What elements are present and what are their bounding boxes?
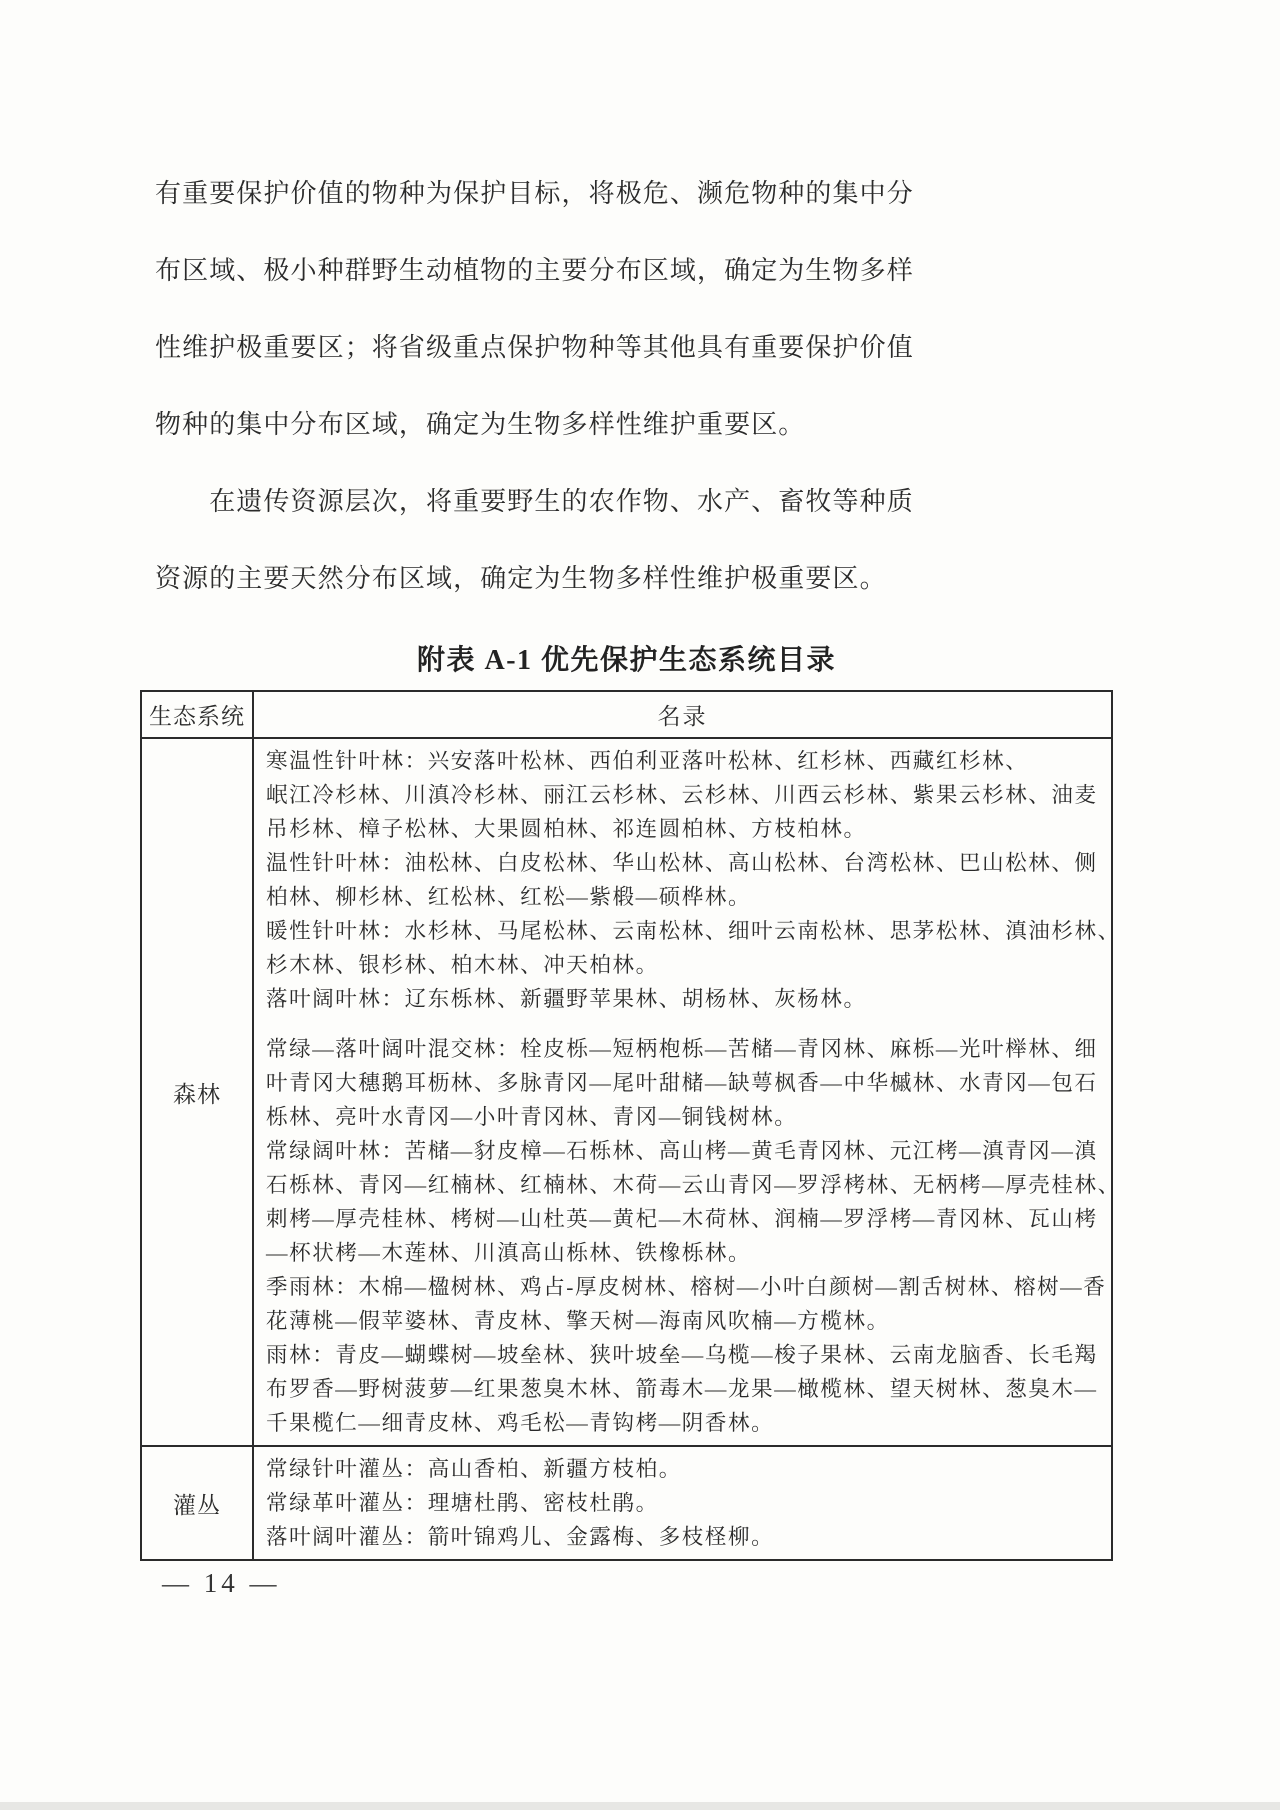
row-list-shrub [254, 1447, 1111, 1559]
text-line: 落叶阔叶林：辽东栎林、新疆野苹果林、胡杨林、灰杨林。 [266, 987, 867, 1011]
col-header-list: 名录 [657, 704, 708, 729]
text-line: 常绿革叶灌丛：理塘杜鹃、密枝杜鹃。 [266, 1491, 659, 1515]
text-line: 落叶阔叶灌丛：箭叶锦鸡儿、金露梅、多枝柽柳。 [266, 1525, 775, 1549]
text-line: 千果榄仁—细青皮林、鸡毛松—青钩栲—阴香林。 [266, 1411, 775, 1435]
text-line: 常绿针叶灌丛：高山香柏、新疆方枝柏。 [266, 1457, 682, 1481]
text-line: 常绿阔叶林：苦槠—豺皮樟—石栎林、高山栲—黄毛青冈林、元江栲—滇青冈—滇 [266, 1139, 1098, 1163]
text-line: 性维护极重要区；将省级重点保护物种等其他具有重要保护价值 [155, 333, 914, 362]
page-number: — 14 — [162, 1568, 281, 1598]
table-title: 附表 A-1 优先保护生态系统目录 [416, 645, 837, 676]
text-line: 暖性针叶林：水杉林、马尾松林、云南松林、细叶云南松林、思茅松林、滇油杉林、 [266, 919, 1121, 943]
text-line: 刺栲—厚壳桂林、栲树—山杜英—黄杞—木荷林、润楠—罗浮栲—青冈林、瓦山栲 [266, 1207, 1098, 1231]
paragraph [155, 463, 955, 617]
text-line: —杯状栲—木莲林、川滇高山栎林、铁橡栎林。 [266, 1241, 752, 1265]
text-line: 柏林、柳杉林、红松林、红松—紫椴—硕桦林。 [266, 885, 752, 909]
row-category-shrub: 灌丛 [142, 1447, 254, 1559]
col-header-ecosystem: 生态系统 [142, 692, 254, 737]
table-header-row [142, 692, 1111, 739]
text-line: 花薄桃—假苹婆林、青皮林、擎天树—海南风吹楠—方榄林。 [266, 1309, 890, 1333]
text-line: 布区域、极小种群野生动植物的主要分布区域，确定为生物多样 [155, 256, 914, 285]
text-line: 常绿—落叶阔叶混交林：栓皮栎—短柄枹栎—苦槠—青冈林、麻栎—光叶榉林、细 [266, 1037, 1098, 1061]
row-category-forest: 森林 [142, 739, 254, 1445]
text-line: 石栎林、青冈—红楠林、红楠林、木荷—云山青冈—罗浮栲林、无柄栲—厚壳桂林、 [266, 1173, 1121, 1197]
row-list-forest [254, 739, 1127, 1445]
text-line: 岷江冷杉林、川滇冷杉林、丽江云杉林、云杉林、川西云杉林、紫果云杉林、油麦 [266, 783, 1098, 807]
text-line: 雨林：青皮—蝴蝶树—坡垒林、狭叶坡垒—乌榄—梭子果林、云南龙脑香、长毛羯 [266, 1343, 1098, 1367]
text-line: 季雨林：木棉—楹树林、鸡占-厚皮树林、榕树—小叶白颜树—割舌树林、榕树—香 [266, 1275, 1107, 1299]
text-line: 杉木林、银杉林、柏木林、冲天柏林。 [266, 953, 659, 977]
text-line: 在遗传资源层次，将重要野生的农作物、水产、畜牧等种质 [155, 487, 914, 516]
text-line: 吊杉林、樟子松林、大果圆柏林、祁连圆柏林、方枝柏林。 [266, 817, 867, 841]
text-line: 有重要保护价值的物种为保护目标，将极危、濒危物种的集中分 [155, 179, 914, 208]
table-row-forest [142, 739, 1121, 1447]
paragraph [155, 155, 955, 463]
text-line: 物种的集中分布区域，确定为生物多样性维护重要区。 [155, 410, 806, 439]
ecosystem-table [140, 690, 1121, 1561]
text-line: 温性针叶林：油松林、白皮松林、华山松林、高山松林、台湾松林、巴山松林、侧 [266, 851, 1098, 875]
body-text [155, 155, 955, 617]
text-line: 寒温性针叶林：兴安落叶松林、西伯利亚落叶松林、红杉林、西藏红杉林、 [266, 749, 1029, 773]
text-line: 叶青冈大穗鹅耳枥林、多脉青冈—尾叶甜槠—缺萼枫香—中华槭林、水青冈—包石 [266, 1071, 1098, 1095]
text-line: 资源的主要天然分布区域，确定为生物多样性维护极重要区。 [155, 564, 887, 593]
table-row-shrub [142, 1447, 1111, 1559]
text-line: 栎林、亮叶水青冈—小叶青冈林、青冈—铜钱树林。 [266, 1105, 798, 1129]
scan-edge-artifact [0, 1802, 1280, 1810]
text-line: 布罗香—野树菠萝—红果葱臭木林、箭毒木—龙果—橄榄林、望天树林、葱臭木— [266, 1377, 1098, 1401]
